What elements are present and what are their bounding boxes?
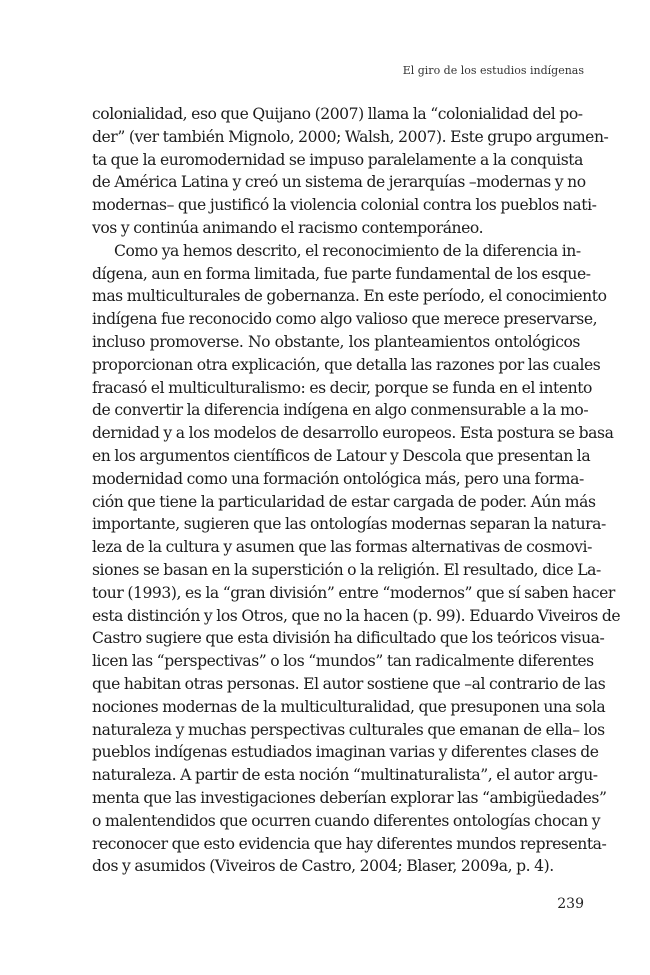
body-text [92,103,621,878]
text-line: esta distinción y los Otros, que no la hacen (p. 99). Eduardo Viveiros de [92,606,621,625]
text-line: modernas– que justificó la violencia colonial contra los pueblos nati- [92,196,597,215]
text-line: ta que la euromodernidad se impuso paralelamente a la conquista [92,150,583,169]
text-line: dos y asumidos (Viveiros de Castro, 2004; Blaser, 2009a, p. 4). [92,857,554,876]
text-line: mas multiculturales de gobernanza. En este período, el conocimiento [92,287,607,306]
text-line: o malentendidos que ocurren cuando diferentes ontologías chocan y [92,811,601,830]
text-line: naturaleza. A partir de esta noción “multinaturalista”, el autor argu- [92,766,598,785]
text-line: colonialidad, eso que Quijano (2007) llama la “colonialidad del po- [92,105,583,123]
text-line: fracasó el multiculturalismo: es decir, porque se funda en el intento [92,378,592,397]
text-line: de convertir la diferencia indígena en algo conmensurable a la mo- [92,401,589,420]
text-line: Como ya hemos descrito, el reconocimiento de la diferencia in- [114,241,581,260]
text-line: leza de la cultura y asumen que las formas alternativas de cosmovi- [92,538,592,557]
text-line: en los argumentos científicos de Latour y Descola que presentan la [92,446,591,465]
text-line: importante, sugieren que las ontologías modernas separan la natura- [92,515,606,534]
paragraph-1 [92,103,609,240]
text-line: ción que tiene la particularidad de estar cargada de poder. Aún más [92,492,596,511]
text-line: modernidad como una formación ontológica más, pero una forma- [92,469,584,488]
text-line: siones se basan en la superstición o la religión. El resultado, dice La- [92,560,601,579]
text-line: reconocer que esto evidencia que hay diferentes mundos representa- [92,834,607,853]
text-line: que habitan otras personas. El autor sostiene que –al contrario de las [92,674,606,693]
text-line: tour (1993), es la “gran división” entre “modernos” que sí saben hacer [92,583,615,602]
text-line: Castro sugiere que esta división ha dificultado que los teóricos visua- [92,629,605,648]
text-line: nociones modernas de la multiculturalidad, que presuponen una sola [92,697,606,716]
text-line: menta que las investigaciones deberían explorar las “ambigüedades” [92,788,607,807]
text-line: naturaleza y muchas perspectivas culturales que emanan de ella– los [92,720,605,739]
text-line: indígena fue reconocido como algo valioso que merece preservarse, [92,310,598,329]
paragraph-2 [92,240,621,878]
running-head: El giro de los estudios indígenas [402,64,584,77]
text-line: licen las “perspectivas” o los “mundos” tan radicalmente diferentes [92,652,594,671]
text-line: de América Latina y creó un sistema de jerarquías –modernas y no [92,173,586,192]
text-line: proporcionan otra explicación, que detalla las razones por las cuales [92,355,601,374]
text-line: der” (ver también Mignolo, 2000; Walsh, 2007). Este grupo argumen- [92,127,609,146]
text-line: pueblos indígenas estudiados imaginan varias y diferentes clases de [92,743,599,762]
text-line: vos y continúa animando el racismo contemporáneo. [92,218,484,237]
text-line: incluso promoverse. No obstante, los planteamientos ontológicos [92,332,580,351]
page-number: 239 [557,896,584,912]
text-line: dígena, aun en forma limitada, fue parte fundamental de los esque- [92,264,591,283]
text-line: dernidad y a los modelos de desarrollo europeos. Esta postura se basa [92,424,614,443]
